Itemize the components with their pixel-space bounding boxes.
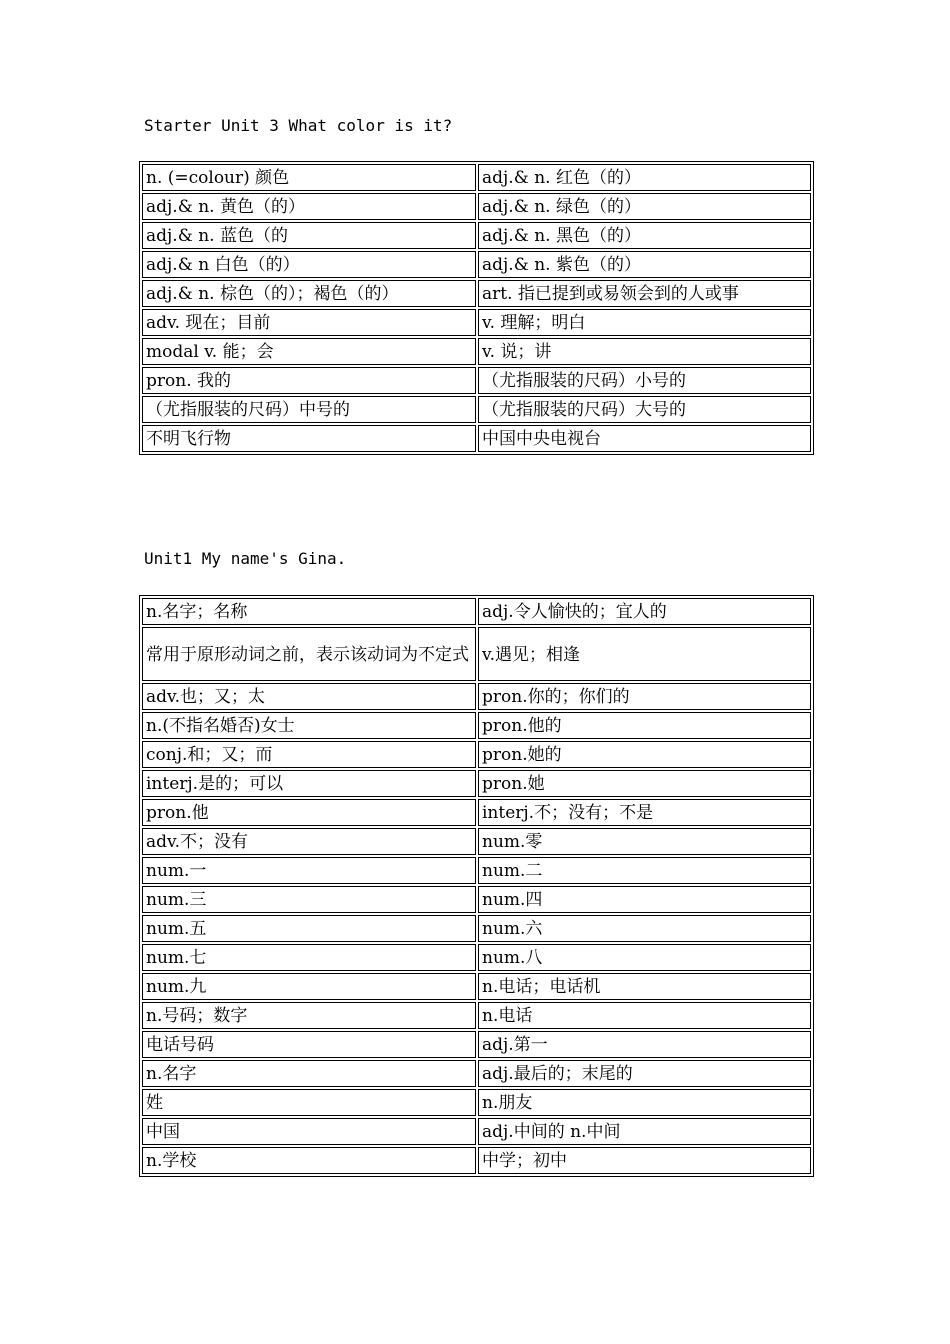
cell-right: n.朋友 bbox=[478, 1089, 811, 1116]
table-row bbox=[142, 1118, 811, 1145]
table-row bbox=[142, 309, 811, 336]
table-row bbox=[142, 396, 811, 423]
cell-right: pron.她的 bbox=[478, 741, 811, 768]
table-row bbox=[142, 598, 811, 625]
table-row bbox=[142, 627, 811, 681]
cell-right: adj.令人愉快的；宜人的 bbox=[478, 598, 811, 625]
cell-left: 中国 bbox=[142, 1118, 476, 1145]
cell-left: 不明飞行物 bbox=[142, 425, 476, 452]
cell-left: modal v. 能；会 bbox=[142, 338, 476, 365]
table-row bbox=[142, 799, 811, 826]
table-row bbox=[142, 251, 811, 278]
cell-right: 中学；初中 bbox=[478, 1147, 811, 1174]
cell-right: adj.第一 bbox=[478, 1031, 811, 1058]
table-row bbox=[142, 857, 811, 884]
cell-left: num.三 bbox=[142, 886, 476, 913]
cell-right: n.电话；电话机 bbox=[478, 973, 811, 1000]
cell-right: v.遇见；相逢 bbox=[478, 627, 811, 681]
table-row bbox=[142, 944, 811, 971]
section-title-starter-unit-3: Starter Unit 3 What color is it? bbox=[144, 116, 453, 135]
cell-right: n.电话 bbox=[478, 1002, 811, 1029]
table-row bbox=[142, 1031, 811, 1058]
cell-right: interj.不；没有；不是 bbox=[478, 799, 811, 826]
table-row bbox=[142, 425, 811, 452]
vocab-table-unit-1 bbox=[139, 595, 814, 1177]
cell-left: num.一 bbox=[142, 857, 476, 884]
cell-left: n.号码；数字 bbox=[142, 1002, 476, 1029]
cell-left: 常用于原形动词之前，表示该动词为不定式 bbox=[142, 627, 476, 681]
cell-right: pron.她 bbox=[478, 770, 811, 797]
table-row bbox=[142, 280, 811, 307]
cell-left: 姓 bbox=[142, 1089, 476, 1116]
cell-left: n.(不指名婚否)女士 bbox=[142, 712, 476, 739]
table-row bbox=[142, 367, 811, 394]
cell-right: num.四 bbox=[478, 886, 811, 913]
table-row bbox=[142, 1147, 811, 1174]
table-row bbox=[142, 828, 811, 855]
cell-left: n.学校 bbox=[142, 1147, 476, 1174]
cell-left: adj.& n 白色（的） bbox=[142, 251, 476, 278]
cell-left: adv.不；没有 bbox=[142, 828, 476, 855]
table-row bbox=[142, 741, 811, 768]
cell-right: adj.& n. 绿色（的） bbox=[478, 193, 811, 220]
cell-left: 电话号码 bbox=[142, 1031, 476, 1058]
vocab-table-starter-unit-3 bbox=[139, 161, 814, 455]
cell-left: conj.和；又；而 bbox=[142, 741, 476, 768]
cell-right: num.二 bbox=[478, 857, 811, 884]
table-row bbox=[142, 770, 811, 797]
table-row bbox=[142, 973, 811, 1000]
cell-right: adj.& n. 红色（的） bbox=[478, 164, 811, 191]
cell-right: adj.中间的 n.中间 bbox=[478, 1118, 811, 1145]
cell-right: adj.最后的；末尾的 bbox=[478, 1060, 811, 1087]
cell-right: v. 理解；明白 bbox=[478, 309, 811, 336]
cell-left: （尤指服装的尺码）中号的 bbox=[142, 396, 476, 423]
cell-left: num.五 bbox=[142, 915, 476, 942]
cell-left: num.九 bbox=[142, 973, 476, 1000]
cell-right: num.零 bbox=[478, 828, 811, 855]
cell-left: adj.& n. 棕色（的）；褐色（的） bbox=[142, 280, 476, 307]
cell-left: n. (=colour) 颜色 bbox=[142, 164, 476, 191]
table-row bbox=[142, 164, 811, 191]
table-row bbox=[142, 712, 811, 739]
table-row bbox=[142, 915, 811, 942]
table-row bbox=[142, 683, 811, 710]
table-row bbox=[142, 886, 811, 913]
cell-left: pron.他 bbox=[142, 799, 476, 826]
cell-right: adj.& n. 紫色（的） bbox=[478, 251, 811, 278]
cell-left: n.名字；名称 bbox=[142, 598, 476, 625]
cell-right: v. 说；讲 bbox=[478, 338, 811, 365]
cell-left: adj.& n. 黄色（的） bbox=[142, 193, 476, 220]
cell-left: n.名字 bbox=[142, 1060, 476, 1087]
section-title-unit-1: Unit1 My name's Gina. bbox=[144, 549, 347, 568]
cell-left: num.七 bbox=[142, 944, 476, 971]
cell-left: pron. 我的 bbox=[142, 367, 476, 394]
cell-right: art. 指已提到或易领会到的人或事 bbox=[478, 280, 811, 307]
table-row bbox=[142, 1002, 811, 1029]
cell-left: adv.也；又；太 bbox=[142, 683, 476, 710]
table-row bbox=[142, 222, 811, 249]
cell-right: pron.你的；你们的 bbox=[478, 683, 811, 710]
table-row bbox=[142, 338, 811, 365]
cell-left: interj.是的；可以 bbox=[142, 770, 476, 797]
table-row bbox=[142, 193, 811, 220]
cell-right: adj.& n. 黑色（的） bbox=[478, 222, 811, 249]
table-row bbox=[142, 1089, 811, 1116]
cell-right: pron.他的 bbox=[478, 712, 811, 739]
cell-right: （尤指服装的尺码）大号的 bbox=[478, 396, 811, 423]
cell-right: num.八 bbox=[478, 944, 811, 971]
cell-right: （尤指服装的尺码）小号的 bbox=[478, 367, 811, 394]
cell-right: num.六 bbox=[478, 915, 811, 942]
table-row bbox=[142, 1060, 811, 1087]
cell-right: 中国中央电视台 bbox=[478, 425, 811, 452]
cell-left: adj.& n. 蓝色（的 bbox=[142, 222, 476, 249]
cell-left: adv. 现在；目前 bbox=[142, 309, 476, 336]
